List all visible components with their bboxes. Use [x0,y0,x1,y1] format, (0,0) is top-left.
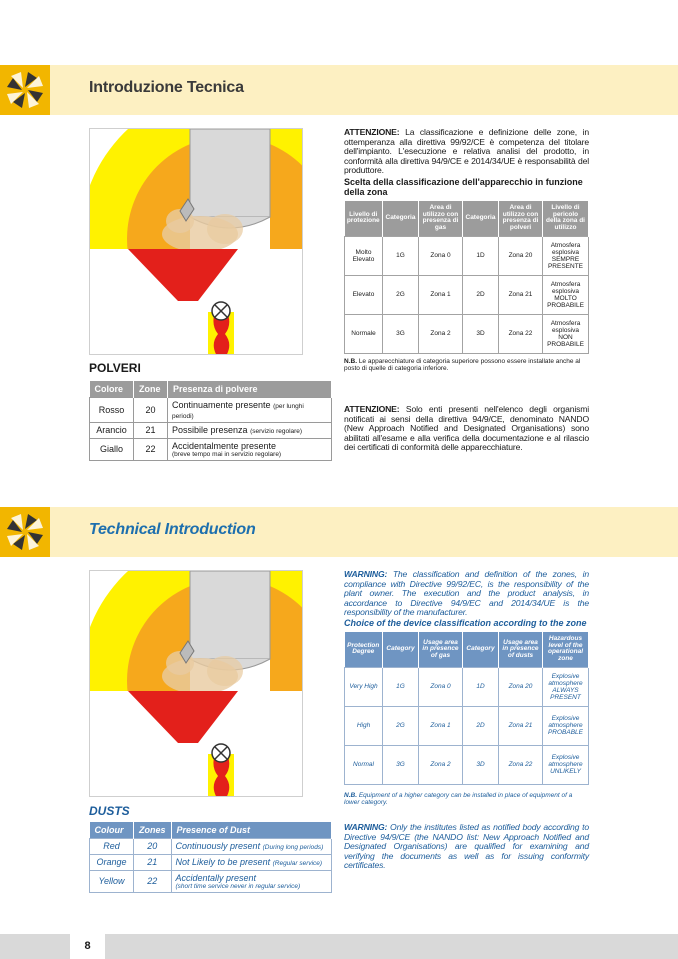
cell: Normal [345,745,383,784]
column-header: Category [383,632,419,667]
attention-paragraph [344,405,589,453]
cell-presence [168,438,332,460]
cell: Zona 21 [499,706,543,745]
cell-colour: Rosso [90,397,134,422]
table-row [90,438,332,460]
cell: 3D [463,745,499,784]
nb-label: N.B. [344,358,357,365]
cell-colour: Arancio [90,422,134,438]
cell: Atmosfera esplosiva SEMPRE PRESENTE [543,236,589,275]
cell: Atmosfera esplosiva MOLTO PROBABILE [543,275,589,314]
section-title: Introduzione Tecnica [89,79,244,96]
cell-presence [168,397,332,422]
page-footer [0,934,678,959]
nb-text: Equipment of a higher category can be installed in place of equipment of a lower category. [344,792,573,806]
cell: Molto Elevato [345,236,383,275]
cell-zone: 20 [134,397,168,422]
cell: Zona 21 [499,275,543,314]
cell-colour: Orange [90,854,134,870]
cell-zone: 20 [134,838,172,854]
column-header: Categoria [463,201,499,236]
zone-illustration [89,128,303,355]
cell: Very High [345,667,383,706]
cell: Zona 1 [419,706,463,745]
company-logo [0,65,50,115]
cell: Normale [345,314,383,353]
silo-shape [190,129,270,217]
nb-note [344,792,589,806]
table-row [90,838,332,854]
warning-label: WARNING: [344,569,388,579]
section-header-en [0,507,678,557]
cell-presence [168,422,332,438]
column-header: Livello di pericolo della zona di utilizzo [543,201,589,236]
attention-text: La classificazione e definizione delle zone, in ottemperanza alla direttiva 99/92/CE è competenza del titolare dell'impianto. L'esecuzione e relativa analisi del prodotto, in conformità alla direttiva 94/9/CE e 2014/34/UE è responsabilità del produttore. [344,127,589,176]
column-header: Colore [90,381,134,397]
cell: Zona 22 [499,745,543,784]
dust-table-title: POLVERI [89,361,141,375]
cell: 1G [383,236,419,275]
column-header: Zones [134,822,172,838]
presence-note: (Regular service) [272,860,323,867]
dust-table-title: DUSTS [89,804,130,818]
column-header: Presence of Dust [171,822,331,838]
cell: 2G [383,275,419,314]
cell: 2D [463,275,499,314]
cell: Explosive atmosphere PROBABLE [543,706,589,745]
warning-paragraph [344,823,589,871]
cell-zone: 21 [134,422,168,438]
cell-colour: Yellow [90,870,134,892]
table-row [345,706,589,745]
page-number: 8 [70,934,105,959]
attention-paragraph [344,128,589,176]
presence-note: (short time service never in regular service) [175,882,301,890]
column-header: Area di utilizzo con presenza di polveri [499,201,543,236]
cell: Elevato [345,275,383,314]
section-title: Technical Introduction [89,521,256,538]
classification-table [344,632,589,785]
column-header: Categoria [383,201,419,236]
column-header: Zone [134,381,168,397]
column-header: Hazardous level of the operational zone [543,632,589,667]
column-header: Protection Degree [345,632,383,667]
cell: 1D [463,236,499,275]
cell-colour: Giallo [90,438,134,460]
column-header: Usage area in presence of gas [419,632,463,667]
table-row [345,314,589,353]
cell-colour: Red [90,838,134,854]
warning-text: Only the institutes listed as notified body according to Directive 94/9/CE (the NANDO list: New Approach Notified and Designated Organisations) are qualified for examining and verifying the documents as well as for issuing conformity certificates. [344,822,589,871]
cell: 2G [383,706,419,745]
cell: Atmosfera esplosiva NON PROBABILE [543,314,589,353]
table-row [345,236,589,275]
cell: Zona 1 [419,275,463,314]
table-row [345,275,589,314]
cell: Zona 2 [419,745,463,784]
column-header: Usage area in presence of dusts [499,632,543,667]
table-row [345,667,589,706]
table-row [90,854,332,870]
cell: High [345,706,383,745]
classification-title: Choice of the device classification according to the zone [344,618,587,628]
nb-text: Le apparecchiature di categoria superiore possono essere installate anche al posto di quelle di categoria inferiore. [344,358,581,372]
presence-text: Continuamente presente [172,399,271,410]
zone-illustration [89,570,303,797]
cell: 3G [383,314,419,353]
column-header: Livello di protezione [345,201,383,236]
silo-shape [190,571,270,659]
table-row [90,870,332,892]
pinwheel-logo-icon [0,65,50,115]
cell-presence [171,854,331,870]
presence-note: (breve tempo mai in servizio regolare) [172,450,282,458]
column-header: Area di utilizzo con presenza di gas [419,201,463,236]
presence-text: Not Likely to be present [175,857,271,867]
presence-note: (During long periods) [262,844,324,851]
warning-text: The classification and definition of the zones, in compliance with Directive 99/92/EC, is the responsibility of the plant owner. The execution and the product analysis, in accordance to Directive 94/9/EC and 2014/34/UE is the responsibility of the manufacturer. [344,569,589,618]
table-row [90,422,332,438]
classification-table [344,201,589,354]
cell: Explosive atmosphere UNLIKELY [543,745,589,784]
cell-zone: 22 [134,438,168,460]
cell: 3G [383,745,419,784]
column-header: Colour [90,822,134,838]
warning-paragraph [344,570,589,618]
nb-note [344,358,589,372]
cell-zone: 22 [134,870,172,892]
section-header-it [0,65,678,115]
attention-text: Solo enti presenti nell'elenco degli organismi notificati ai sensi della direttiva 94/9/CE, denominato NANDO (New Approach Notified and Designated Organisations) sono abilitati all'esame e alla verifica della documentazione e al rilascio dei certificati di conformità delle apparecchiature. [344,404,589,453]
presence-note: (per lunghi periodi) [172,402,304,420]
classification-title: Scelta della classificazione dell'apparecchio in funzione della zona [344,177,583,197]
cell-presence [171,870,331,892]
pinwheel-logo-icon [0,507,50,557]
cell: Zona 0 [419,236,463,275]
column-header: Presenza di polvere [168,381,332,397]
cell: Explosive atmosphere ALWAYS PRESENT [543,667,589,706]
warning-label: WARNING: [344,822,388,832]
cell: Zona 20 [499,236,543,275]
table-row [345,745,589,784]
cell: Zona 0 [419,667,463,706]
cell: Zona 2 [419,314,463,353]
nb-label: N.B. [344,792,357,799]
table-row [90,397,332,422]
cell: 1D [463,667,499,706]
cell: Zona 20 [499,667,543,706]
attention-label: ATTENZIONE: [344,404,400,414]
cell-presence [171,838,331,854]
presence-text: Continuously present [175,841,261,851]
dust-zones-table [89,822,332,893]
dust-zones-table [89,381,332,461]
company-logo [0,507,50,557]
presence-note: (servizio regolare) [250,428,303,435]
attention-label: ATTENZIONE: [344,127,400,137]
cell: 1G [383,667,419,706]
cell: 2D [463,706,499,745]
presence-text: Accidentally present [175,872,257,883]
presence-text: Possibile presenza [172,425,248,435]
cell: 3D [463,314,499,353]
column-header: Category [463,632,499,667]
cell-zone: 21 [134,854,172,870]
presence-text: Accidentalmente presente [172,440,277,451]
cell: Zona 22 [499,314,543,353]
